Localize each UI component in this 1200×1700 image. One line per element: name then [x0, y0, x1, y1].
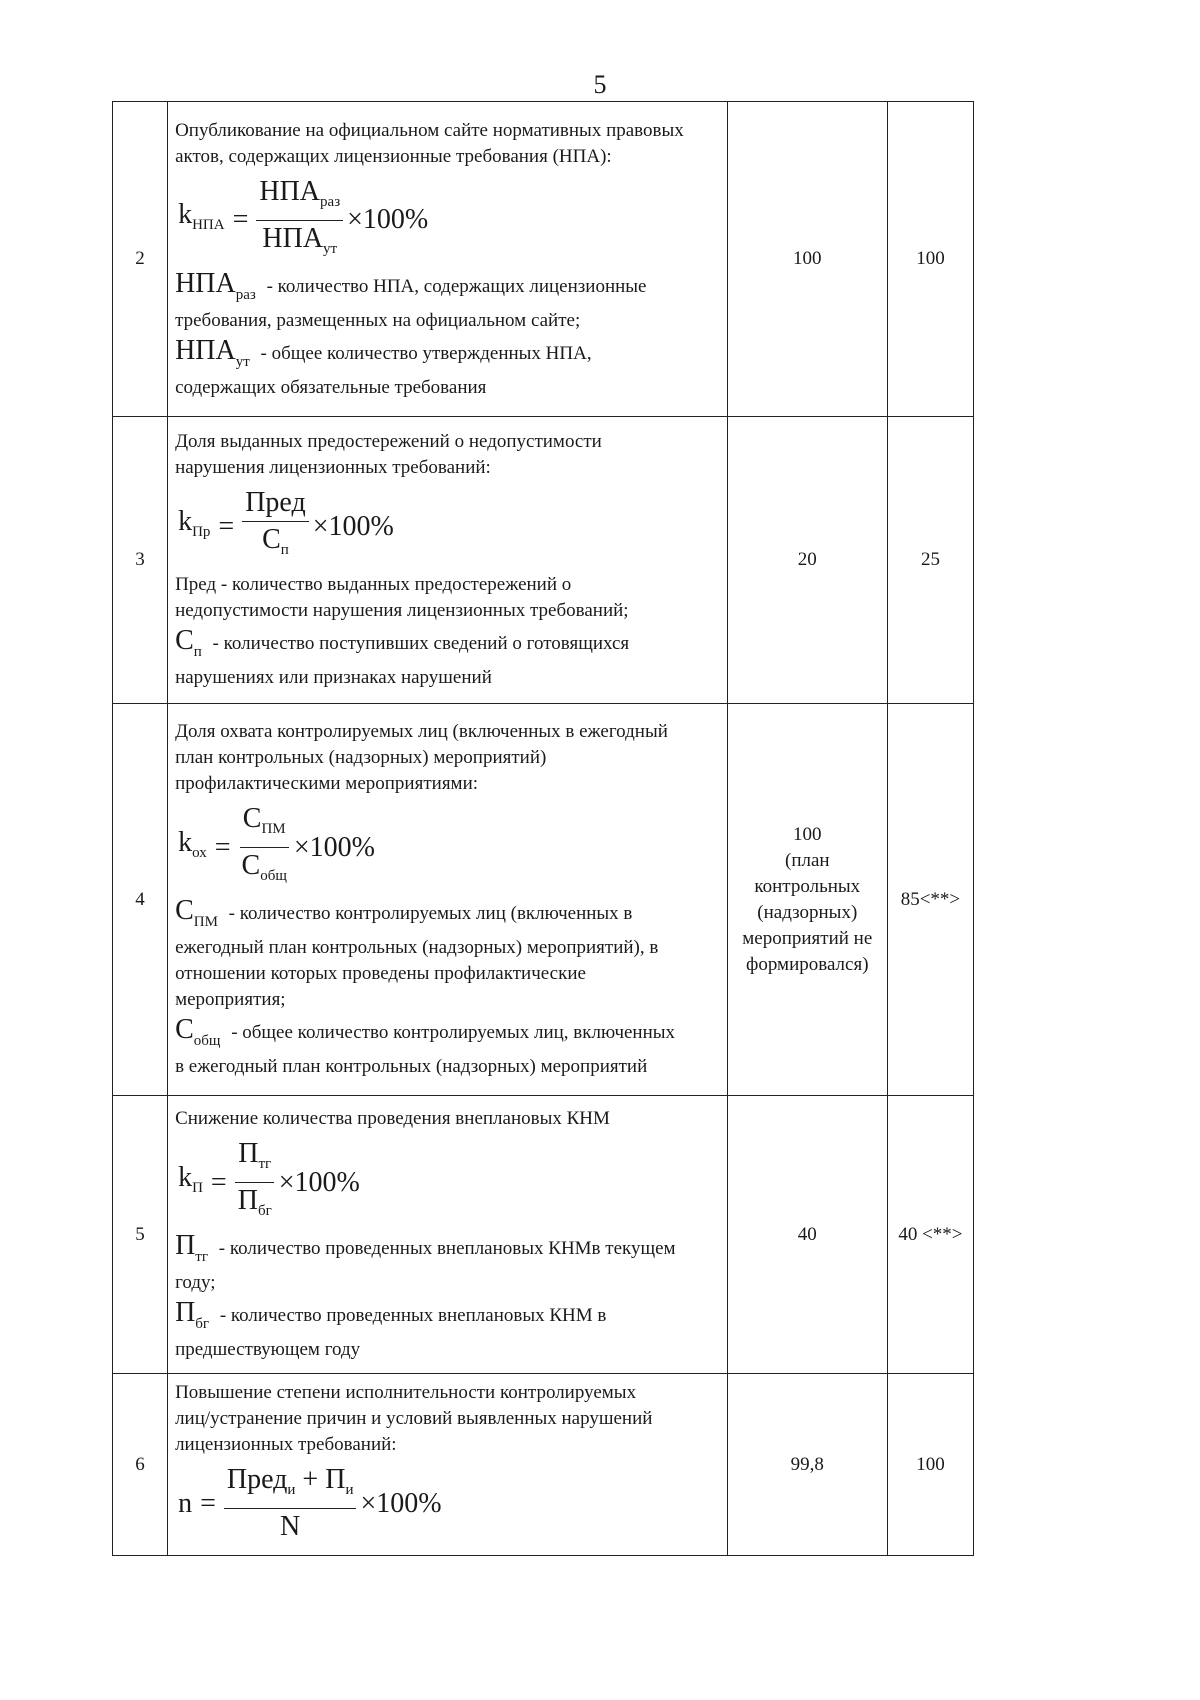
definition-cont: предшествующем году: [175, 1339, 361, 1360]
intro-line: актов, содержащих лицензионные требования (НПА):: [175, 145, 612, 167]
intro-line: Доля охвата контролируемых лиц (включенных в ежегодный: [175, 721, 668, 742]
formula: $k_{Пр}$ = $\frac{\text{Пред}}{С_п}$ ×100%: [178, 487, 721, 566]
definition-cont: мероприятия;: [175, 989, 286, 1010]
table-row: [113, 102, 974, 417]
actual-value: 100: [887, 102, 973, 417]
intro-line: Доля выданных предостережений о недопустимости: [175, 431, 602, 452]
page-number: 5: [593, 70, 607, 99]
definition-text: недопустимости нарушения лицензионных требований;: [175, 600, 629, 621]
intro-line: лицензионных требований:: [175, 1434, 397, 1455]
definition: $С_{общ}$ - общее количество контролируемых лиц, включенных: [175, 1014, 676, 1049]
row-number: 3: [113, 417, 168, 704]
row-number: 4: [113, 704, 168, 1096]
intro-line: Повышение степени исполнительности контролируемых: [175, 1382, 637, 1403]
row-number: 6: [113, 1374, 168, 1556]
fraction: $\frac{Пред_и + П_и}{N}$: [224, 1464, 357, 1543]
indicator-description: [168, 1374, 728, 1556]
indicator-description: [168, 102, 728, 417]
intro-line: план контрольных (надзорных) мероприятий): [175, 747, 547, 768]
target-value: 100: [727, 102, 887, 417]
intro-line: лиц/устранение причин и условий выявленных нарушений: [175, 1408, 653, 1429]
actual-value: 85<**>: [887, 704, 973, 1096]
row-number: 2: [113, 102, 168, 417]
fraction: $\frac{\text{Пред}}{С_п}$: [242, 487, 309, 566]
definition: $НПА_{ут}$ - общее количество утвержденных НПА,: [175, 334, 592, 370]
formula: $k_{ох}$ = $\frac{С_{ПМ}}{С_{общ}}$ ×100%: [178, 803, 721, 892]
table-row: [113, 1096, 974, 1374]
actual-value: 100: [887, 1374, 973, 1556]
fraction: $\frac{С_{ПМ}}{С_{общ}}$: [241, 803, 287, 884]
definition-cont: отношении которых проведены профилактические: [175, 963, 586, 984]
fraction: $\frac{НПА_{раз}}{НПА_{ут}}$: [256, 176, 343, 265]
formula: $k_П$ = $\frac{П_{тг}}{П_{бг}}$ ×100%: [178, 1138, 721, 1227]
indicator-description: [168, 417, 728, 704]
target-value: 40: [727, 1096, 887, 1374]
definition-cont: в ежегодный план контрольных (надзорных) мероприятий: [175, 1056, 648, 1077]
intro-line: нарушения лицензионных требований:: [175, 457, 491, 478]
definition-cont: ежегодный план контрольных (надзорных) мероприятий), в: [175, 937, 659, 958]
indicator-description: [168, 1096, 728, 1374]
definition-cont: содержащих обязательные требования: [175, 376, 487, 398]
formula: n = $\frac{Пред_и + П_и}{N}$ ×100%: [178, 1464, 442, 1542]
definition-cont: требования, размещенных на официальном сайте;: [175, 309, 581, 331]
fraction: $\frac{П_{тг}}{П_{бг}}$: [235, 1138, 275, 1227]
definition-cont: году;: [175, 1272, 216, 1293]
definition: $С_п$ - количество поступивших сведений о готовящихся: [175, 625, 630, 660]
table-row: [113, 1374, 974, 1556]
indicator-description: [168, 704, 728, 1096]
intro-line: Снижение количества проведения внеплановых КНМ: [175, 1108, 610, 1129]
actual-value: 25: [887, 417, 973, 704]
target-value: 99,8: [727, 1374, 887, 1556]
table-row: [113, 417, 974, 704]
definition: $С_{ПМ}$ - количество контролируемых лиц (включенных в: [175, 895, 633, 930]
actual-value: 40 <**>: [887, 1096, 973, 1374]
target-value: 100 (план контрольных (надзорных) мероприятий не формировался): [727, 704, 887, 1096]
definition-text: Пред - количество выданных предостережений о: [175, 574, 572, 595]
definition: $НПА_{раз}$ - количество НПА, содержащих лицензионные: [175, 267, 647, 303]
intro-line: Опубликование на официальном сайте нормативных правовых: [175, 119, 684, 141]
target-value: 20: [727, 417, 887, 704]
table-row: [113, 704, 974, 1096]
row-number: 5: [113, 1096, 168, 1374]
formula: $k_{НПА}$ = $\frac{НПА_{раз}}{НПА_{ут}}$ ×100%: [178, 176, 721, 265]
definition-cont: нарушениях или признаках нарушений: [175, 667, 492, 688]
definition: $П_{бг}$ - количество проведенных внеплановых КНМ в: [175, 1297, 607, 1332]
definition: $П_{тг}$ - количество проведенных внеплановых КНМв текущем: [175, 1230, 676, 1265]
indicators-table: [112, 101, 974, 1556]
intro-line: профилактическими мероприятиями:: [175, 773, 479, 794]
